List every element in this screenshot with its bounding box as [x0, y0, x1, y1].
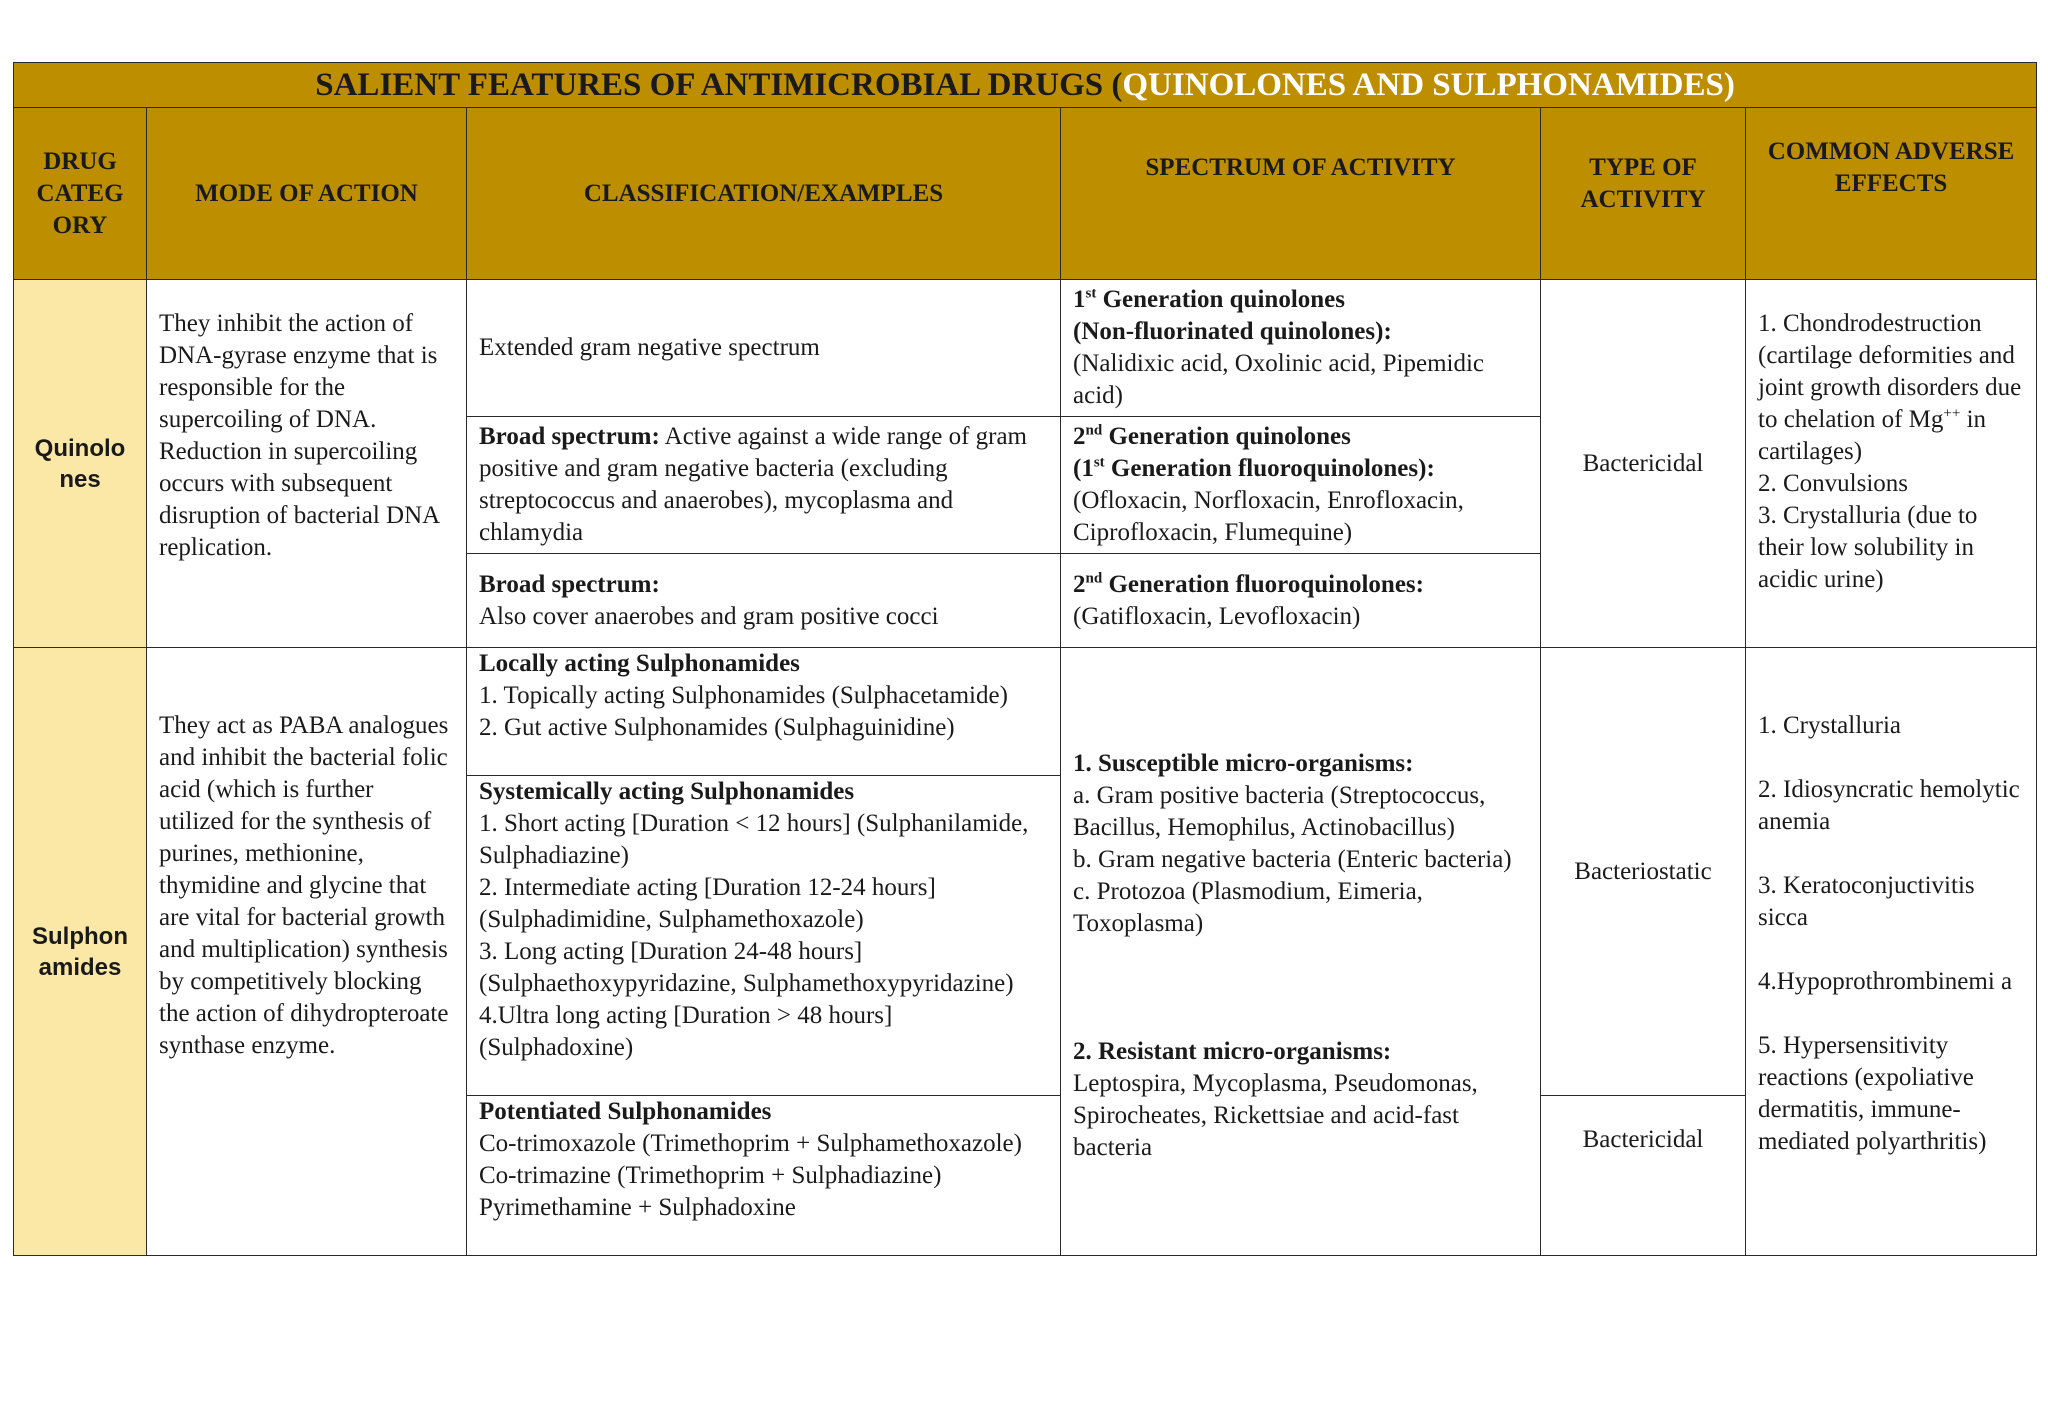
quinolones-class-1-text: Extended gram negative spectrum — [479, 334, 820, 361]
sulph-adverse-3: 3. Keratoconjuctivitis sicca — [1758, 872, 1975, 931]
quinolones-spectrum-2 — [1061, 417, 1541, 554]
gen-2-title — [1073, 421, 1528, 453]
adverse-1-text: 1. Chondrodestruction (cartilage deformities and joint growth disorders due to chelation of Mg — [1758, 310, 2022, 433]
header-type-of-activity: TYPE OF ACTIVITY — [1541, 108, 1746, 280]
spacer — [1758, 998, 2024, 1030]
sulph-adverse-2: 2. Idiosyncratic hemolytic anemia — [1758, 776, 2020, 835]
gen-2-subtitle — [1073, 453, 1528, 485]
gen-2-sup: nd — [1085, 422, 1103, 439]
systemic-item-1: 1. Short acting [Duration < 12 hours] (Sulphanilamide, Sulphadiazine) — [479, 810, 1029, 869]
quinolones-adverse-1 — [1758, 308, 2024, 468]
sulphonamides-type-main: Bacteriostatic — [1541, 648, 1746, 1096]
quinolones-adverse-3: 3. Crystalluria (due to their low solubility in acidic urine) — [1758, 502, 1978, 593]
systemic-title: Systemically acting Sulphonamides — [479, 778, 855, 805]
quinolones-adverse-2: 2. Convulsions — [1758, 470, 1909, 497]
gen-2-label: Generation quinolones — [1102, 423, 1351, 450]
resistant-title: 2. Resistant micro-organisms: — [1073, 1038, 1392, 1065]
quinolones-class-1 — [467, 280, 1061, 417]
category-sulphonamides: Sulphon amides — [14, 648, 147, 1256]
sulph-adverse-4: 4.Hypoprothrombinemi a — [1758, 968, 2013, 995]
quinolones-mode-of-action: They inhibit the action of DNA-gyrase enzyme that is responsible for the supercoiling of DNA. Reduction in supercoiling occurs with subsequent disruption of bacterial DNA replication. — [147, 280, 467, 648]
sulphonamides-systemic — [467, 776, 1061, 1096]
sulph-adverse-5: 5. Hypersensitivity reactions (expoliative dermatitis, immune-mediated polyarthritis) — [1758, 1032, 1987, 1155]
gen-2-sub-sup: st — [1093, 454, 1105, 471]
spacer — [1758, 742, 2024, 774]
drug-features-table-wrapper — [13, 62, 2036, 1256]
sulphonamides-mode-of-action: They act as PABA analogues and inhibit the bacterial folic acid (which is further utilized for the synthesis of purines, methionine, thymidine and glycine that are vital for bacterial growth and multiplication) synthesis by competitively blocking the action of dihydropteroate synthase enzyme. — [147, 648, 467, 1256]
class-3-text: Also cover anaerobes and gram positive cocci — [479, 602, 939, 630]
adverse-1-sup: ++ — [1943, 405, 1961, 422]
spacer — [1758, 838, 2024, 870]
quinolones-type: Bactericidal — [1541, 280, 1746, 648]
header-spectrum: SPECTRUM OF ACTIVITY — [1061, 108, 1541, 280]
gen-1-examples: (Nalidixic acid, Oxolinic acid, Pipemidic acid) — [1073, 350, 1484, 409]
class-2-text: Active against a wide range of gram positive and gram negative bacteria (excluding streptococcus and anaerobes), mycoplasma and chlamydia — [479, 423, 1028, 546]
gen-2-examples: (Ofloxacin, Norfloxacin, Enrofloxacin, Ciprofloxacin, Flumequine) — [1073, 487, 1464, 546]
spacer — [1758, 934, 2024, 966]
header-row — [14, 108, 2037, 280]
gen-2-num: 2 — [1073, 423, 1086, 450]
resistant-text: Leptospira, Mycoplasma, Pseudomonas, Spirocheates, Rickettsiae and acid-fast bacteria — [1073, 1070, 1478, 1161]
susceptible-title: 1. Susceptible micro-organisms: — [1073, 750, 1414, 777]
susceptible-item-3: c. Protozoa (Plasmodium, Eimeria, Toxoplasma) — [1073, 878, 1423, 937]
gen-3-title — [1073, 569, 1528, 601]
sulphonamides-potentiated — [467, 1096, 1061, 1256]
systemic-item-4: 4.Ultra long acting [Duration > 48 hours] (Sulphadoxine) — [479, 1002, 893, 1061]
sulphonamides-type-potentiated: Bactericidal — [1541, 1096, 1746, 1256]
sulph-adverse-1: 1. Crystalluria — [1758, 712, 1902, 739]
systemic-item-3: 3. Long acting [Duration 24-48 hours] (Sulphaethoxypyridazine, Sulphamethoxypyridazine) — [479, 938, 1014, 997]
quinolones-adverse — [1746, 280, 2037, 648]
gen-1-subtitle: (Non-fluorinated quinolones): — [1073, 318, 1392, 345]
potentiated-item-1: Co-trimoxazole (Trimethoprim + Sulphamethoxazole) — [479, 1130, 1022, 1157]
title-main: SALIENT FEATURES OF ANTIMICROBIAL DRUGS ( — [315, 67, 1123, 103]
local-title: Locally acting Sulphonamides — [479, 650, 800, 677]
adverse-1-post: in cartilages) — [1758, 406, 1987, 465]
potentiated-item-3: Pyrimethamine + Sulphadoxine — [479, 1194, 796, 1221]
sulphonamides-row-1 — [14, 648, 2037, 776]
gen-3-label: Generation fluoroquinolones: — [1102, 570, 1424, 598]
header-adverse-effects: COMMON ADVERSE EFFECTS — [1746, 108, 2037, 280]
quinolones-class-2 — [467, 417, 1061, 554]
local-item-1: 1. Topically acting Sulphonamides (Sulphacetamide) — [479, 682, 1008, 709]
gen-2-sub-pre: (1 — [1073, 455, 1094, 482]
gen-2-sub-post: Generation fluoroquinolones): — [1104, 455, 1435, 482]
header-mode-of-action: MODE OF ACTION — [147, 108, 467, 280]
class-2-bold: Broad spectrum: — [479, 423, 660, 450]
systemic-item-2: 2. Intermediate acting [Duration 12-24 hours] (Sulphadimidine, Sulphamethoxazole) — [479, 874, 936, 933]
title-highlight: QUINOLONES AND SULPHONAMIDES) — [1122, 67, 1735, 103]
header-drug-category: DRUG CATEG ORY — [14, 108, 147, 280]
category-quinolones: Quinolo nes — [14, 280, 147, 648]
potentiated-title: Potentiated Sulphonamides — [479, 1098, 772, 1125]
gen-3-examples: (Gatifloxacin, Levofloxacin) — [1073, 602, 1361, 630]
sulphonamides-spectrum — [1061, 648, 1541, 1256]
sulphonamides-local — [467, 648, 1061, 776]
gen-1-sup: st — [1085, 285, 1097, 302]
title-row — [14, 63, 2037, 108]
quinolones-spectrum-1 — [1061, 280, 1541, 417]
gen-1-label: Generation quinolones — [1096, 286, 1345, 313]
quinolones-row-1 — [14, 280, 2037, 417]
table-title — [14, 63, 2037, 108]
susceptible-item-1: a. Gram positive bacteria (Streptococcus, Bacillus, Hemophilus, Actinobacillus) — [1073, 782, 1486, 841]
class-3-bold: Broad spectrum: — [479, 570, 660, 598]
spacer — [1073, 940, 1528, 1036]
gen-3-num: 2 — [1073, 570, 1086, 598]
quinolones-spectrum-3 — [1061, 554, 1541, 648]
gen-1-num: 1 — [1073, 286, 1086, 313]
quinolones-class-3 — [467, 554, 1061, 648]
header-classification: CLASSIFICATION/EXAMPLES — [467, 108, 1061, 280]
gen-3-sup: nd — [1085, 570, 1103, 587]
local-item-2: 2. Gut active Sulphonamides (Sulphaguinidine) — [479, 714, 955, 741]
potentiated-item-2: Co-trimazine (Trimethoprim + Sulphadiazine) — [479, 1162, 942, 1189]
drug-features-table — [13, 62, 2037, 1256]
gen-1-title — [1073, 284, 1528, 316]
susceptible-item-2: b. Gram negative bacteria (Enteric bacteria) — [1073, 846, 1512, 873]
sulphonamides-adverse — [1746, 648, 2037, 1256]
